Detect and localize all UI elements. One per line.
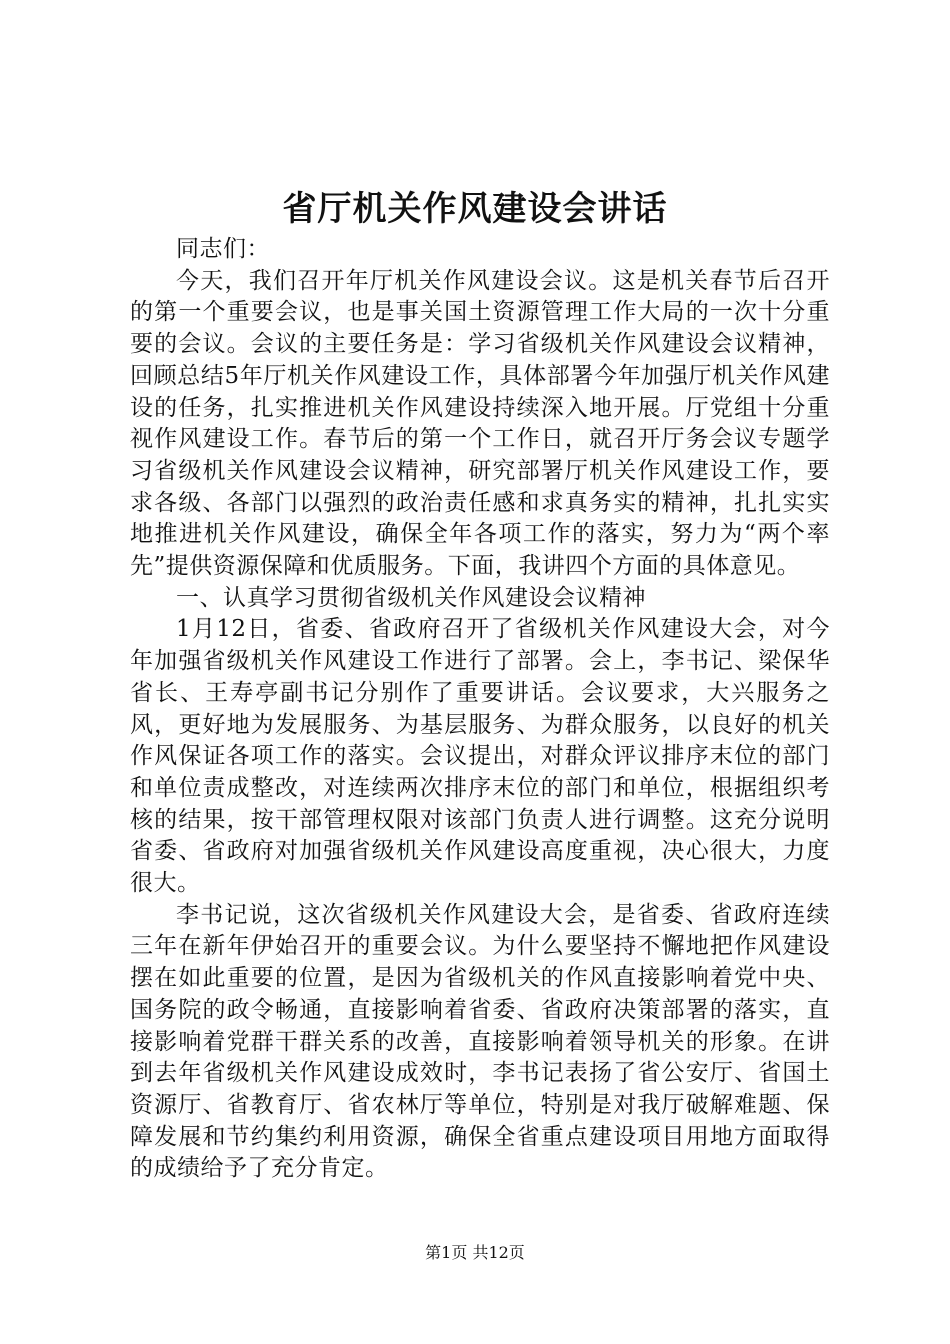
- document-body: [130, 234, 830, 1185]
- body-paragraph: 1月12日，省委、省政府召开了省级机关作风建设大会，对今年加强省级机关作风建设工作进行了部署。会上，李书记、梁保华省长、王寿亭副书记分别作了重要讲话。会议要求，大兴服务之风，更好地为发展服务、为基层服务、为群众服务，以良好的机关作风保证各项工作的落实。会议提出，对群众评议排序末位的部门和单位责成整改，对连续两次排序末位的部门和单位，根据组织考核的结果，按干部管理权限对该部门负责人进行调整。这充分说明省委、省政府对加强省级机关作风建设高度重视，决心很大，力度很大。: [130, 616, 830, 897]
- document-title: 省厅机关作风建设会讲话: [282, 189, 668, 229]
- page-number-footer: 第1页 共12页: [425, 1243, 525, 1262]
- intro-paragraph: 今天，我们召开年厅机关作风建设会议。这是机关春节后召开的第一个重要会议，也是事关国土资源管理工作大局的一次十分重要的会议。会议的主要任务是：学习省级机关作风建设会议精神，回顾总结5年厅机关作风建设工作，具体部署今年加强厅机关作风建设的任务，扎实推进机关作风建设持续深入地开展。厅党组十分重视作风建设工作。春节后的第一个工作日，就召开厅务会议专题学习省级机关作风建设会议精神，研究部署厅机关作风建设工作，要求各级、各部门以强烈的政治责任感和求真务实的精神，扎扎实实地推进机关作风建设，确保全年各项工作的落实，努力为“两个率先”提供资源保障和优质服务。下面，我讲四个方面的具体意见。: [130, 267, 830, 580]
- section-heading: 一、认真学习贯彻省级机关作风建设会议精神: [176, 584, 646, 611]
- salutation-paragraph: 同志们：: [176, 236, 270, 262]
- body-paragraph: 李书记说，这次省级机关作风建设大会，是省委、省政府连续三年在新年伊始召开的重要会议。为什么要坚持不懈地把作风建设摆在如此重要的位置，是因为省级机关的作风直接影响着党中央、国务院的政令畅通，直接影响着省委、省政府决策部署的落实，直接影响着党群干群关系的改善，直接影响着领导机关的形象。在讲到去年省级机关作风建设成效时，李书记表扬了省公安厅、省国土资源厅、省教育厅、省农林厅等单位，特别是对我厅破解难题、保障发展和节约集约利用资源，确保全省重点建设项目用地方面取得的成绩给予了充分肯定。: [130, 901, 830, 1182]
